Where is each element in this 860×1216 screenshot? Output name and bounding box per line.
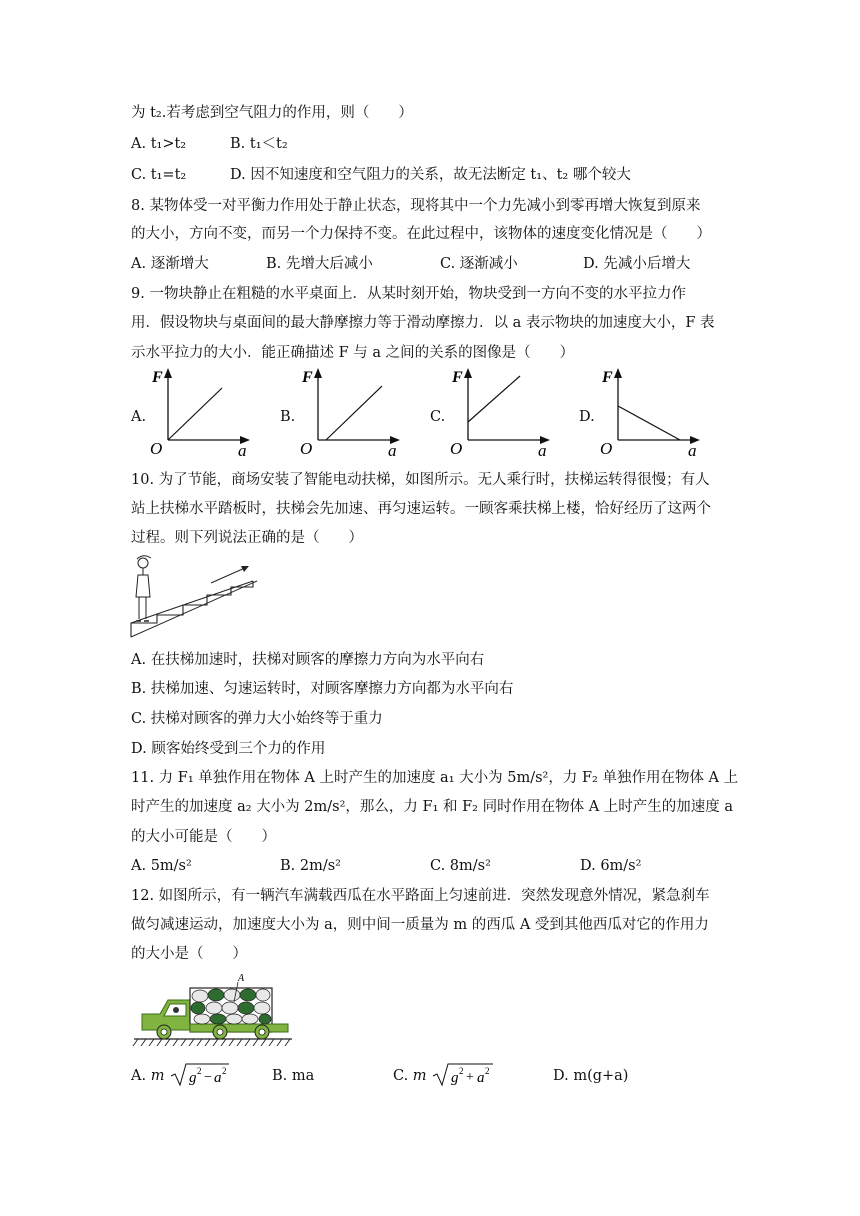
q12-option-b-text: B. ma — [272, 1068, 315, 1084]
q7-option-a[interactable]: A. t₁>t₂ — [131, 136, 187, 152]
q12-line3: 的大小是（ ） — [131, 946, 247, 962]
q9-graph-d-x-label: a — [688, 441, 697, 458]
q9-graph-b — [298, 366, 410, 458]
svg-text:g: g — [189, 1070, 197, 1086]
q8-line1: 8. 某物体受一对平衡力作用处于静止状态，现将其中一个力先减小到零再增大恢复到原来 — [131, 198, 701, 214]
escalator-figure — [129, 553, 259, 641]
q10-option-d[interactable]: D. 顾客始终受到三个力的作用 — [131, 741, 326, 757]
svg-text:2: 2 — [485, 1066, 490, 1076]
q10-option-b[interactable]: B. 扶梯加速、匀速运转时，对顾客摩擦力方向都为水平向右 — [131, 681, 514, 697]
q8-option-c[interactable]: C. 逐渐减小 — [440, 256, 518, 272]
q9-graph-c-origin: O — [450, 439, 463, 458]
q11-option-a[interactable]: A. 5m/s² — [131, 858, 192, 874]
q8-option-a[interactable]: A. 逐渐增大 — [131, 256, 209, 272]
q10-line1: 10. 为了节能，商场安装了智能电动扶梯，如图所示。无人乘行时，扶梯运转得很慢；有人 — [131, 472, 710, 488]
q7-tail: 为 t₂.若考虑到空气阻力的作用，则（ ） — [131, 105, 413, 121]
q12-line2: 做匀减速运动，加速度大小为 a，则中间一质量为 m 的西瓜 A 受到其他西瓜对它的作用力 — [131, 917, 709, 933]
q12-option-c-sqrt — [431, 1062, 495, 1088]
q9-option-a[interactable]: A. — [131, 409, 147, 425]
q10-line3: 过程。则下列说法正确的是（ ） — [131, 530, 363, 546]
q8-line2: 的大小，方向不变，而另一个力保持不变。在此过程中，该物体的速度变化情况是（ ） — [131, 226, 711, 242]
q9-line1: 9. 一物块静止在粗糙的水平桌面上．从某时刻开始，物块受到一方向不变的水平拉力作 — [131, 286, 686, 302]
svg-text:a: a — [214, 1070, 222, 1086]
q9-option-c[interactable]: C. — [430, 409, 446, 425]
svg-text:g: g — [451, 1070, 459, 1086]
q9-graph-d — [598, 366, 710, 458]
q9-graph-d-y-label: F — [602, 369, 613, 386]
q12-option-c[interactable]: C. m g 2 + a 2 — [393, 1062, 495, 1088]
q11-line1: 11. 力 F₁ 单独作用在物体 A 上时产生的加速度 a₁ 大小为 5m/s²，力 F₂ 单独作用在物体 A 上 — [131, 770, 739, 786]
q12-option-d[interactable] — [553, 1067, 628, 1085]
svg-text:2: 2 — [222, 1066, 227, 1076]
svg-text:−: − — [204, 1070, 212, 1085]
q11-option-b[interactable]: B. 2m/s² — [280, 858, 341, 874]
q11-option-d[interactable]: D. 6m/s² — [580, 858, 642, 874]
q9-option-d[interactable]: D. — [579, 409, 595, 425]
q11-option-c[interactable]: C. 8m/s² — [430, 858, 491, 874]
q10-line2: 站上扶梯水平踏板时，扶梯会先加速、再匀速运转。一顾客乘扶梯上楼，恰好经历了这两个 — [131, 501, 711, 517]
q10-option-a[interactable]: A. 在扶梯加速时，扶梯对顾客的摩擦力方向为水平向右 — [131, 652, 485, 668]
q8-option-d[interactable]: D. 先减小后增大 — [583, 256, 691, 272]
q9-graph-b-y-label: F — [302, 369, 313, 386]
q9-graph-a-y-label: F — [152, 369, 163, 386]
q9-graph-c — [448, 366, 560, 458]
q7-option-b[interactable]: B. t₁＜t₂ — [230, 136, 288, 152]
q9-line3: 示水平拉力的大小．能正确描述 F 与 a 之间的关系的图像是（ ） — [131, 345, 575, 361]
q12-option-d-text: D. m(g+a) — [553, 1068, 629, 1084]
q8-option-b[interactable]: B. 先增大后减小 — [266, 256, 373, 272]
svg-text:2: 2 — [459, 1066, 464, 1076]
q11-line3: 的大小可能是（ ） — [131, 829, 276, 845]
svg-text:2: 2 — [197, 1066, 202, 1076]
q12-line1: 12. 如图所示，有一辆汽车满载西瓜在水平路面上匀速前进．突然发现意外情况，紧急刹车 — [131, 888, 710, 904]
q10-option-c[interactable]: C. 扶梯对顾客的弹力大小始终等于重力 — [131, 711, 383, 727]
q12-option-b[interactable] — [272, 1067, 314, 1085]
svg-text:a: a — [477, 1070, 485, 1086]
q12-option-a-sqrt — [169, 1062, 231, 1088]
q9-graph-b-origin: O — [300, 439, 313, 458]
q7-option-d[interactable]: D. 因不知速度和空气阻力的关系，故无法断定 t₁、t₂ 哪个较大 — [230, 167, 631, 183]
q9-line2: 用．假设物块与桌面间的最大静摩擦力等于滑动摩擦力．以 a 表示物块的加速度大小，F 表 — [131, 315, 715, 331]
q12-option-a[interactable]: A. m g 2 − a 2 — [131, 1062, 231, 1088]
q9-graph-b-x-label: a — [388, 441, 397, 458]
svg-text:+: + — [466, 1070, 475, 1085]
q11-line2: 时产生的加速度 a₂ 大小为 2m/s²，那么，力 F₁ 和 F₂ 同时作用在物体 A 上时产生的加速度 a — [131, 799, 734, 815]
watermelon-a-label: A — [238, 973, 245, 984]
q9-graph-a — [148, 366, 260, 458]
q7-option-c[interactable]: C. t₁=t₂ — [131, 167, 187, 183]
q9-graph-c-x-label: a — [538, 441, 547, 458]
truck-figure — [130, 972, 298, 1052]
q9-graph-c-y-label: F — [452, 369, 463, 386]
q9-graph-d-origin: O — [600, 439, 613, 458]
q9-option-b[interactable]: B. — [280, 409, 296, 425]
q9-graph-a-origin: O — [150, 439, 163, 458]
q9-graph-a-x-label: a — [238, 441, 247, 458]
